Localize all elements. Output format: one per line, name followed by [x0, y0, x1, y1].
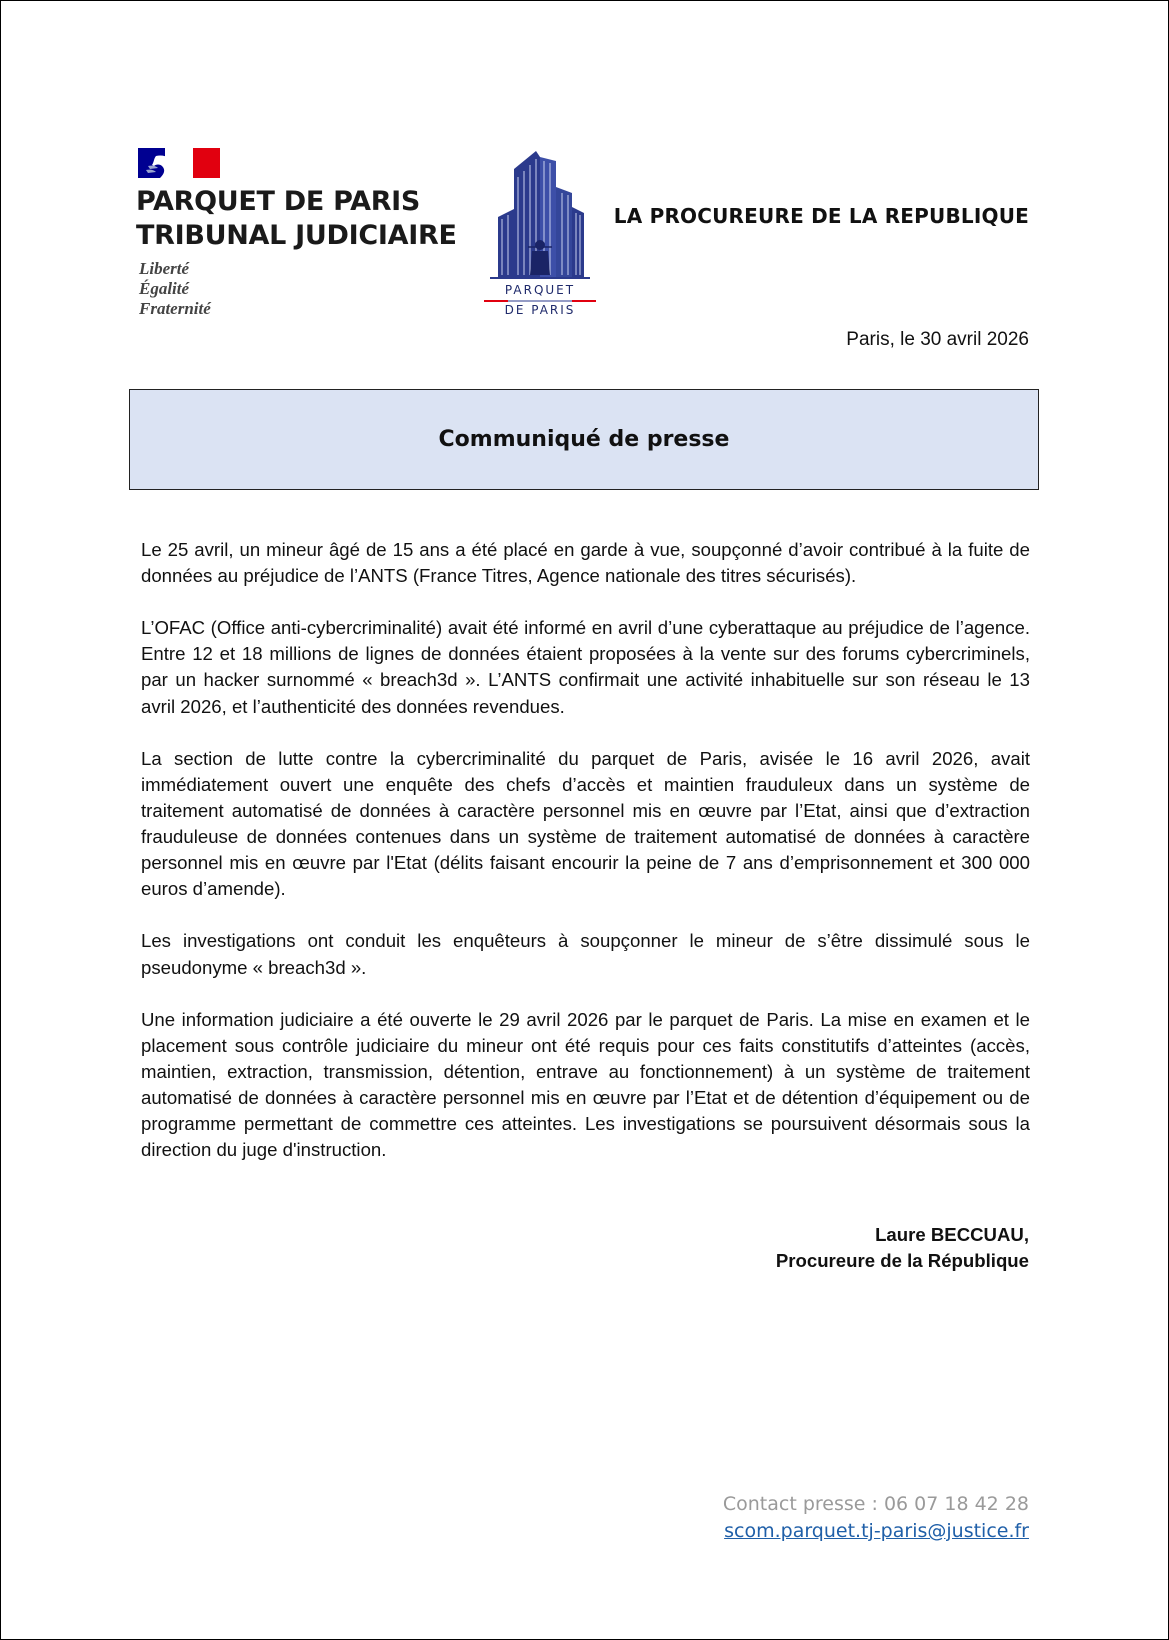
motto-fraternite: Fraternité — [139, 299, 211, 318]
paragraph-2: L’OFAC (Office anti-cybercriminalité) avait été informé en avril d’une cyberattaque au préjudice de l’agence. Entre 12 et 18 millions de lignes de données étaient proposées à la vente sur des forums cybercriminels, par un hacker surnommé « breach3d ». L’ANTS confirmait une activité inhabituelle sur son réseau le 13 avril 2026, et l’authenticité des données revendues. — [141, 617, 1030, 717]
logo-label-parquet: PARQUET — [504, 283, 576, 297]
logo-label-de-paris: DE PARIS — [504, 303, 576, 317]
signature-role: Procureure de la République — [775, 1250, 1029, 1271]
press-release-title: Communiqué de presse — [438, 427, 730, 452]
institution-line-1: PARQUET DE PARIS — [136, 186, 421, 217]
paragraph-1: Le 25 avril, un mineur âgé de 15 ans a été placé en garde à vue, soupçonné d’avoir contribué à la fuite de données au préjudice de l’ANTS (France Titres, Agence nationale des titres sécurisés). — [141, 539, 1030, 587]
contact-email-link[interactable]: scom.parquet.tj-paris@justice.fr — [724, 1520, 1029, 1542]
motto-liberte: Liberté — [139, 259, 190, 278]
press-release-banner — [129, 389, 1039, 490]
signature-name: Laure BECCUAU, — [875, 1224, 1029, 1245]
institution-name — [136, 185, 457, 253]
paragraph-5: Une information judiciaire a été ouverte le 29 avril 2026 par le parquet de Paris. La mise en examen et le placement sous contrôle judiciaire du mineur ont été requis pour ces faits constitutifs d’atteintes (accès, maintien, extraction, transmission, détention, entrave au fonctionnement) à un système de traitement automatisé de données à caractère personnel mis en œuvre par l’Etat et de détention d’équipement ou de programme permettant de commettre ces atteintes. Les investigations se poursuivent désormais sous la direction du juge d'instruction. — [141, 1008, 1030, 1161]
republic-motto — [139, 259, 211, 319]
institution-line-2: TRIBUNAL JUDICIAIRE — [136, 220, 457, 251]
paragraph-3: La section de lutte contre la cybercriminalité du parquet de Paris, avisée le 16 avril 2026, avait immédiatement ouvert une enquête des chefs d’accès et maintien frauduleux dans un système de traitement automatisé de données à caractère personnel mis en œuvre par l’Etat, ainsi que d’extraction frauduleuse de données contenues dans un système de traitement automatisé de données à caractère personnel mis en œuvre par l'Etat (délits faisant encourir la peine de 7 ans d’emprisonnement et 300 000 euros d’amende). — [141, 747, 1030, 900]
contact-phone: Contact presse : 06 07 18 42 28 — [722, 1493, 1029, 1515]
contact-block — [723, 1491, 1029, 1545]
paragraph-4: Les investigations ont conduit les enquêteurs à soupçonner le mineur de s’être dissimulé sous le pseudonyme « breach3d ». — [141, 930, 1030, 978]
motto-egalite: Égalité — [139, 279, 190, 298]
marianne-logo-icon — [138, 148, 220, 178]
signature-block — [776, 1222, 1029, 1274]
header-title: LA PROCUREURE DE LA REPUBLIQUE — [613, 204, 1029, 228]
body-text — [141, 537, 1030, 1189]
document-date: Paris, le 30 avril 2026 — [846, 329, 1029, 350]
